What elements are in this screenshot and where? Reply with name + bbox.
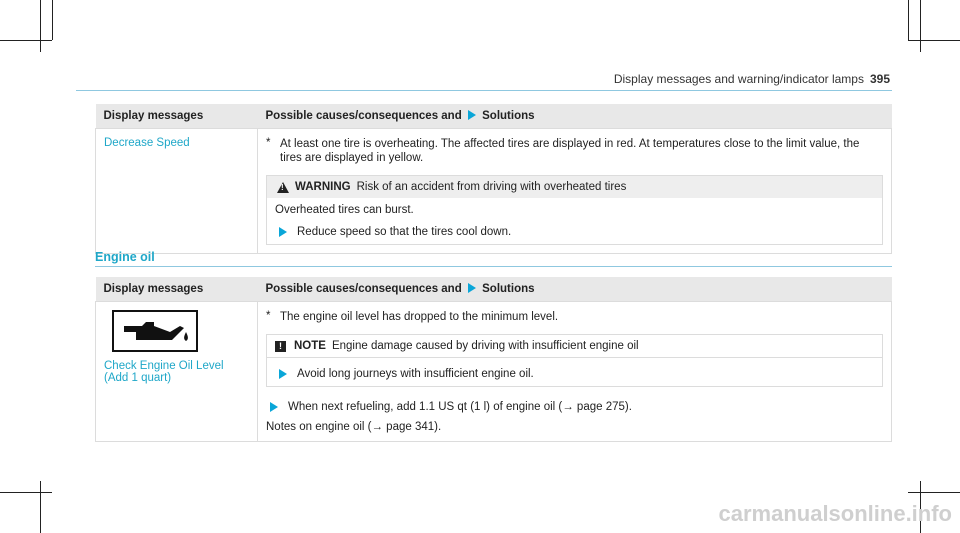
col-header-causes-text: Possible causes/consequences and xyxy=(265,283,462,295)
col-header-causes-text: Possible causes/consequences and xyxy=(265,110,462,122)
col-header-solutions-text: Solutions xyxy=(482,110,535,122)
action-arrow-icon xyxy=(279,369,287,379)
warning-text: Overheated tires can burst. xyxy=(275,204,414,216)
engine-oil-table xyxy=(95,277,892,442)
action-arrow-icon xyxy=(270,402,278,412)
crop-mark xyxy=(0,492,52,493)
page-number: 395 xyxy=(869,72,890,86)
action-arrow-icon xyxy=(468,283,476,293)
refuel-action-text: When next refueling, add 1.1 US qt (1 l) of engine oil (→ page 275). xyxy=(288,401,632,413)
note-action xyxy=(275,368,874,380)
note-head xyxy=(267,335,882,357)
warning-label: WARNING xyxy=(295,181,351,193)
col-header-display-messages: Display messages xyxy=(96,277,258,302)
warning-triangle-icon xyxy=(277,182,289,193)
note-label: NOTE xyxy=(294,340,326,352)
cause-bullet xyxy=(266,310,883,324)
message-check-oil-line1: Check Engine Oil Level xyxy=(104,360,224,372)
crop-mark xyxy=(0,40,52,41)
cause-text: The engine oil level has dropped to the minimum level. xyxy=(280,311,559,323)
notes-line: Notes on engine oil (→ page 341). xyxy=(266,421,442,433)
note-title: Engine damage caused by driving with insufficient engine oil xyxy=(331,340,639,352)
crop-mark xyxy=(920,0,921,52)
message-decrease-speed: Decrease Speed xyxy=(104,137,190,149)
crop-mark xyxy=(52,0,53,40)
cause-bullet xyxy=(266,137,883,165)
header-rule xyxy=(76,90,892,91)
message-cell xyxy=(96,302,258,442)
message-cell xyxy=(96,129,258,254)
col-header-solutions-text: Solutions xyxy=(482,283,535,295)
warning-head xyxy=(267,176,882,198)
note-box xyxy=(266,334,883,387)
action-text: Reduce speed so that the tires cool down. xyxy=(297,226,512,238)
note-square-icon: ! xyxy=(275,341,286,352)
warning-box xyxy=(266,175,883,245)
engine-oil-can-icon xyxy=(114,312,196,350)
causes-cell xyxy=(258,129,892,254)
crop-mark xyxy=(40,0,41,52)
warning-action xyxy=(275,226,874,238)
col-header-causes xyxy=(258,104,892,129)
crop-mark xyxy=(908,0,909,40)
causes-cell xyxy=(258,302,892,442)
watermark: carmanualsonline.info xyxy=(718,501,952,526)
warning-title: Risk of an accident from driving with overheated tires xyxy=(356,181,627,193)
decrease-speed-table xyxy=(95,104,892,254)
header-title: Display messages and warning/indicator lamps xyxy=(613,72,864,86)
asterisk-marker: * xyxy=(266,137,271,149)
engine-oil-can-icon xyxy=(112,310,198,352)
message-check-oil-line2: (Add 1 quart) xyxy=(104,372,172,384)
cause-line-1: At least one tire is overheating. The affected tires are displayed in red. At temperatures close to the limit value, the xyxy=(280,138,860,150)
col-header-causes xyxy=(258,277,892,302)
warning-body xyxy=(267,198,882,244)
section-title-engine-oil: Engine oil xyxy=(95,250,155,264)
running-header xyxy=(600,72,890,86)
action-arrow-icon xyxy=(468,110,476,120)
col-header-display-messages: Display messages xyxy=(96,104,258,129)
note-body xyxy=(267,357,882,386)
refuel-action xyxy=(266,401,883,413)
crop-mark xyxy=(908,492,960,493)
section-rule xyxy=(95,266,892,267)
crop-mark xyxy=(908,40,960,41)
note-action-text: Avoid long journeys with insufficient engine oil. xyxy=(297,368,534,380)
asterisk-marker: * xyxy=(266,310,271,322)
cause-line-2: tires are displayed in yellow. xyxy=(280,152,424,164)
action-arrow-icon xyxy=(279,227,287,237)
crop-mark xyxy=(40,481,41,533)
